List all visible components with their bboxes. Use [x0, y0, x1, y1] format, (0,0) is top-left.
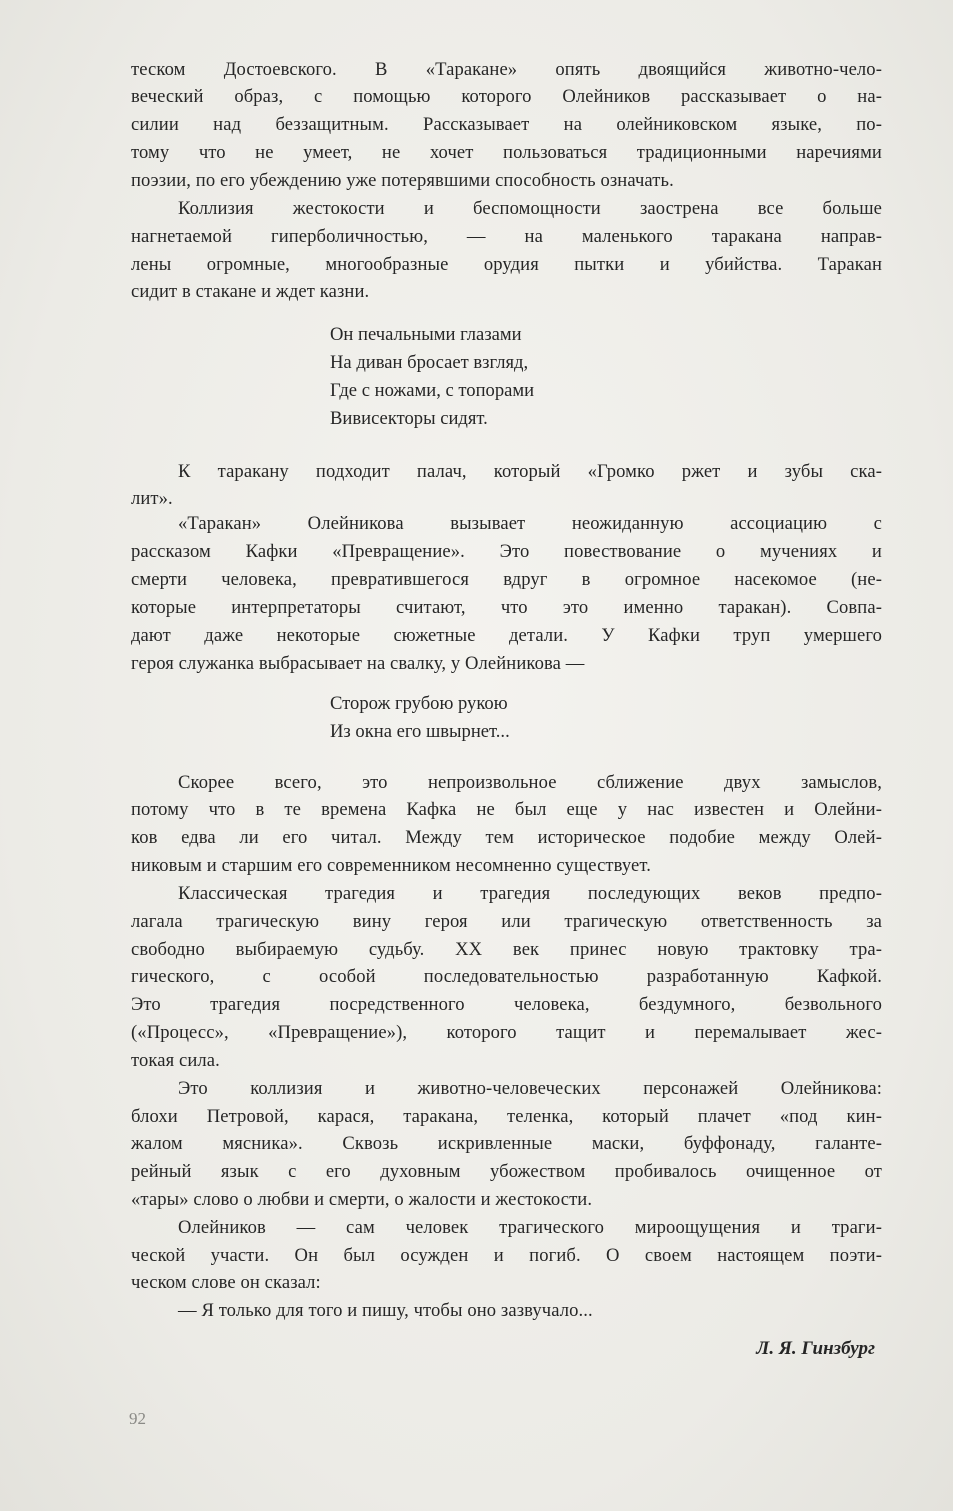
text-line: потому что в те времена Кафка не был еще у нас известен и Олейни- [131, 799, 882, 820]
text-line: никовым и старшим его современником несомненно существует. [131, 855, 651, 876]
text-line: ческой участи. Он был осужден и погиб. О своем настоящем поэти- [131, 1245, 882, 1266]
text-line: гического, с особой последовательностью разработанную Кафкой. [131, 966, 882, 987]
verse-line: Он печальными глазами [330, 324, 522, 345]
text-line: силии над беззащитным. Рассказывает на олейниковском языке, по- [131, 114, 882, 135]
text-line: Это коллизия и животно-человеческих персонажей Олейникова: [178, 1078, 882, 1099]
verse-line: Вивисекторы сидят. [330, 408, 488, 429]
text-line: ков едва ли его читал. Между тем историческое подобие между Олей- [131, 827, 882, 848]
text-line: лит». [131, 488, 173, 509]
text-line: рассказом Кафки «Превращение». Это повествование о мучениях и [131, 541, 882, 562]
text-line: лагала трагическую вину героя или трагическую ответственность за [131, 911, 882, 932]
text-line: дают даже некоторые сюжетные детали. У Кафки труп умершего [131, 625, 882, 646]
text-line: — Я только для того и пишу, чтобы оно зазвучало... [178, 1300, 593, 1321]
text-line: токая сила. [131, 1050, 220, 1071]
verse-line: Из окна его швырнет... [330, 721, 510, 742]
verse-line: На диван бросает взгляд, [330, 352, 529, 373]
text-line: поэзии, по его убеждению уже потерявшими способность означать. [131, 170, 674, 191]
text-line: К таракану подходит палач, который «Громко ржет и зубы ска- [178, 461, 882, 482]
verse-line: Где с ножами, с топорами [330, 380, 535, 401]
text-line: сидит в стакане и ждет казни. [131, 281, 370, 302]
text-line: «тары» слово о любви и смерти, о жалости и жестокости. [131, 1189, 593, 1210]
text-line: которые интерпретаторы считают, что это именно таракан). Совпа- [131, 597, 882, 618]
text-line: Классическая трагедия и трагедия последующих веков предпо- [178, 883, 882, 904]
text-line: рейный язык с его духовным убожеством пробивалось очищенное от [131, 1161, 882, 1182]
text-line: свободно выбираемую судьбу. XX век принес новую трактовку тра- [131, 939, 882, 960]
text-line: («Процесс», «Превращение»), которого тащит и перемалывает жес- [131, 1022, 882, 1043]
text-line: Скорее всего, это непроизвольное сближение двух замыслов, [178, 772, 882, 793]
text-line: Олейников — сам человек трагического мироощущения и траги- [178, 1217, 882, 1238]
text-line: тому что не умеет, не хочет пользоваться традиционными наречиями [131, 142, 882, 163]
text-line: жалом мясника». Сквозь искривленные маски, буффонаду, галанте- [131, 1133, 882, 1154]
text-line: ческом слове он сказал: [131, 1272, 321, 1293]
text-line: теском Достоевского. В «Таракане» опять двоящийся животно-чело- [131, 59, 882, 80]
text-line: нагнетаемой гиперболичностью, — на маленького таракана направ- [131, 226, 882, 247]
page-number: 92 [129, 1409, 146, 1428]
text-line: блохи Петровой, карася, таракана, теленка, который плачет «под кин- [131, 1106, 882, 1127]
text-line: смерти человека, превратившегося вдруг в огромное насекомое (не- [131, 569, 882, 590]
text-line: веческий образ, с помощью которого Олейников рассказывает о на- [131, 86, 882, 107]
text-line: Коллизия жестокости и беспомощности заострена все больше [178, 198, 882, 219]
author-signature: Л. Я. Гинзбург [756, 1338, 875, 1359]
text-line: лены огромные, многообразные орудия пытки и убийства. Таракан [131, 254, 882, 275]
text-line: «Таракан» Олейникова вызывает неожиданную ассоциацию с [178, 513, 882, 534]
text-line: героя служанка выбрасывает на свалку, у Олейникова — [131, 653, 585, 674]
verse-line: Сторож грубою рукою [330, 693, 508, 714]
text-line: Это трагедия посредственного человека, бездумного, безвольного [131, 994, 882, 1015]
